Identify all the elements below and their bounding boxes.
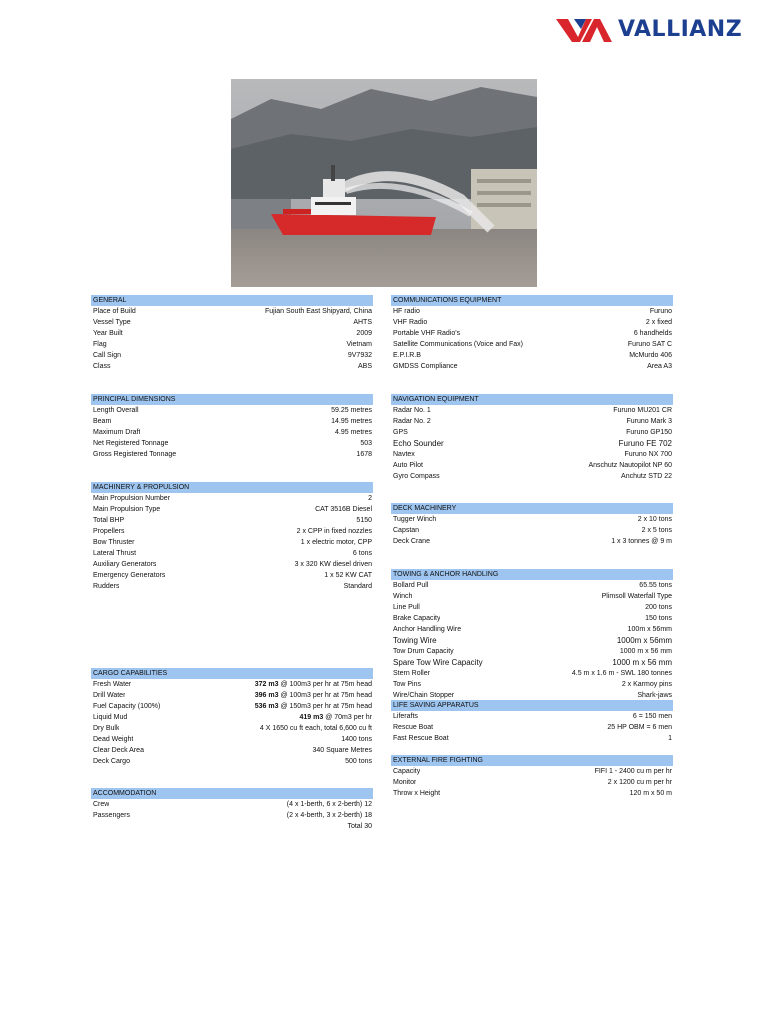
- spec-value: CAT 3516B Diesel: [315, 506, 372, 513]
- spec-label: Lateral Thrust: [93, 550, 137, 557]
- spec-label: Passengers: [93, 812, 130, 819]
- spec-label: Deck Crane: [393, 538, 430, 545]
- spec-row: [391, 525, 673, 536]
- spec-value: 14.95 metres: [331, 418, 372, 425]
- section-header: ACCOMMODATION: [91, 788, 373, 799]
- spec-label: Auxiliary Generators: [93, 561, 157, 568]
- spec-label: Beam: [93, 418, 112, 425]
- spec-row: [91, 756, 373, 767]
- spec-value: Furuno GP150: [626, 429, 672, 436]
- spec-row: [91, 537, 373, 548]
- spec-value: (2 x 4-berth, 3 x 2-berth) 18: [286, 812, 372, 819]
- spec-row: [391, 657, 673, 668]
- spec-row: [391, 788, 673, 799]
- section-header: MACHINERY & PROPULSION: [91, 482, 373, 493]
- spec-row: [91, 405, 373, 416]
- spec-value: 6 tons: [352, 550, 372, 557]
- life-saving-section: [391, 700, 673, 744]
- spec-value: Standard: [343, 583, 372, 590]
- spec-value: AHTS: [353, 319, 372, 326]
- spec-value: 1678: [356, 451, 372, 458]
- spec-value: Plimsoll Waterfall Type: [601, 593, 672, 600]
- spec-row: [391, 361, 673, 372]
- spec-value: ABS: [357, 363, 372, 370]
- spec-value: 2 x fixed: [645, 319, 672, 326]
- spec-label: Towing Wire: [393, 636, 437, 645]
- spec-label: VHF Radio: [393, 319, 428, 326]
- spec-row: [391, 471, 673, 482]
- spec-value: Furuno SAT C: [627, 341, 672, 348]
- spec-row: [391, 711, 673, 722]
- spec-label: Brake Capacity: [393, 615, 441, 622]
- spec-value: [255, 690, 373, 701]
- spec-label: Place of Build: [93, 308, 136, 315]
- spec-label: Tugger Winch: [393, 516, 437, 523]
- section-header: CARGO CAPABILITIES: [91, 668, 373, 679]
- spec-value: 25 HP OBM = 6 men: [607, 724, 672, 731]
- spec-value: McMurdo 406: [629, 352, 672, 359]
- spec-value-rest: @ 150m3 per hr at 75m head: [278, 703, 372, 710]
- spec-label: Anchor Handling Wire: [393, 626, 462, 633]
- spec-value: 1000m x 56mm: [616, 636, 672, 645]
- spec-row: [391, 766, 673, 777]
- spec-value: Anschutz Nautopilot NP 60: [588, 462, 672, 469]
- spec-label: Tow Pins: [393, 681, 422, 688]
- spec-row: [91, 810, 373, 821]
- section-header: EXTERNAL FIRE FIGHTING: [391, 755, 673, 766]
- spec-value: 9V7932: [347, 352, 372, 359]
- spec-value: 6 handhelds: [633, 330, 672, 337]
- spec-label: Year Built: [93, 330, 123, 337]
- spec-value: 4.5 m x 1.6 m - SWL 180 tonnes: [571, 670, 672, 677]
- spec-value: 120 m x 50 m: [629, 790, 672, 797]
- section-header: NAVIGATION EQUIPMENT: [391, 394, 673, 405]
- spec-value: 2 x 1200 cu m per hr: [607, 779, 672, 786]
- spec-label: Length Overall: [93, 407, 139, 414]
- spec-row: [91, 317, 373, 328]
- section-header: COMMUNICATIONS EQUIPMENT: [391, 295, 673, 306]
- spec-label: Bow Thruster: [93, 539, 135, 546]
- spec-label: HF radio: [393, 308, 420, 315]
- spec-value: Furuno MU201 CR: [613, 407, 672, 414]
- spec-label: GPS: [393, 429, 408, 436]
- spec-row: [391, 733, 673, 744]
- spec-label: Line Pull: [393, 604, 420, 611]
- section-header: GENERAL: [91, 295, 373, 306]
- spec-label: Liquid Mud: [93, 714, 128, 721]
- spec-row: [391, 427, 673, 438]
- spec-value: 1 x electric motor, CPP: [300, 539, 372, 546]
- section-header: LIFE SAVING APPARATUS: [391, 700, 673, 711]
- section-header: PRINCIPAL DIMENSIONS: [91, 394, 373, 405]
- spec-row: [391, 602, 673, 613]
- spec-value: 2 x CPP in fixed nozzles: [296, 528, 372, 535]
- deck-machinery-section: [391, 503, 673, 547]
- spec-label: Gyro Compass: [393, 473, 440, 480]
- spec-row: [391, 514, 673, 525]
- spec-value-rest: @ 70m3 per hr: [323, 714, 372, 721]
- spec-row: [391, 591, 673, 602]
- spec-value: 2 x Karmoy pins: [621, 681, 672, 688]
- spec-row: [391, 777, 673, 788]
- spec-label: Throw x Height: [393, 790, 441, 797]
- spec-row: [91, 438, 373, 449]
- spec-row: [391, 635, 673, 646]
- spec-label: Fuel Capacity (100%): [93, 703, 161, 710]
- spec-label: Fresh Water: [93, 681, 132, 688]
- spec-value: 200 tons: [645, 604, 672, 611]
- spec-value: Furuno Mark 3: [626, 418, 672, 425]
- spec-value: 65.55 tons: [639, 582, 672, 589]
- spec-value: Vietnam: [346, 341, 372, 348]
- spec-row: [391, 350, 673, 361]
- spec-value: 503: [360, 440, 372, 447]
- spec-value-bold: 372 m3: [254, 681, 279, 688]
- spec-label: Total BHP: [93, 517, 125, 524]
- fire-fighting-section: [391, 755, 673, 799]
- spec-label: Navtex: [393, 451, 415, 458]
- spec-row: [91, 712, 373, 723]
- spec-label: Rudders: [93, 583, 120, 590]
- spec-row: [391, 405, 673, 416]
- spec-value: 4.95 metres: [335, 429, 372, 436]
- spec-value: 2009: [356, 330, 372, 337]
- spec-row: [391, 580, 673, 591]
- spec-label: Spare Tow Wire Capacity: [393, 658, 483, 667]
- spec-value: Anchutz STD 22: [621, 473, 672, 480]
- spec-value: Fujian South East Shipyard, China: [264, 308, 372, 315]
- spec-label: GMDSS Compliance: [393, 363, 458, 370]
- spec-value-bold: 396 m3: [254, 692, 279, 699]
- vallianz-logo: [556, 14, 752, 44]
- spec-row: [91, 306, 373, 317]
- machinery-propulsion-section: [91, 482, 373, 592]
- spec-row: [391, 613, 673, 624]
- spec-row: [391, 339, 673, 350]
- spec-label: Class: [93, 363, 111, 370]
- spec-row: [391, 416, 673, 427]
- spec-row: [91, 515, 373, 526]
- spec-label: Emergency Generators: [93, 572, 166, 579]
- spec-row: [91, 427, 373, 438]
- spec-value-bold: 536 m3: [254, 703, 279, 710]
- spec-row: [91, 679, 373, 690]
- spec-label: Stern Roller: [393, 670, 430, 677]
- spec-row: [91, 449, 373, 460]
- spec-label: Radar No. 1: [393, 407, 431, 414]
- spec-value: 1 x 3 tonnes @ 9 m: [611, 538, 672, 545]
- navigation-section: [391, 394, 673, 482]
- spec-row: [91, 723, 373, 734]
- spec-label: Crew: [93, 801, 110, 808]
- spec-row: [391, 438, 673, 449]
- spec-value: Area A3: [647, 363, 672, 370]
- spec-row: [91, 745, 373, 756]
- spec-value: 340 Square Metres: [312, 747, 372, 754]
- principal-dimensions-section: [91, 394, 373, 460]
- spec-row: [91, 350, 373, 361]
- brand-name: VALLIANZ: [618, 16, 743, 42]
- spec-value: Shark-jaws: [637, 692, 672, 699]
- spec-row: [91, 526, 373, 537]
- spec-value: 1 x 52 KW CAT: [324, 572, 372, 579]
- spec-value: Furuno: [649, 308, 672, 315]
- spec-value: 6 = 150 men: [632, 713, 672, 720]
- spec-label: Winch: [393, 593, 413, 600]
- spec-value: [300, 712, 374, 723]
- vallianz-logo-mark: [556, 15, 616, 43]
- spec-row: [91, 799, 373, 810]
- spec-row: [91, 416, 373, 427]
- spec-row: [91, 559, 373, 570]
- spec-label: Portable VHF Radio's: [393, 330, 461, 337]
- spec-value: 59.25 metres: [331, 407, 372, 414]
- spec-value: 1000 m x 56 mm: [612, 658, 672, 667]
- spec-row: [91, 734, 373, 745]
- spec-row: [391, 624, 673, 635]
- spec-value-rest: @ 100m3 per hr at 75m head: [278, 681, 372, 688]
- spec-label: Capstan: [393, 527, 420, 534]
- spec-label: Maximum Draft: [93, 429, 141, 436]
- spec-value: 3 x 320 KW diesel driven: [294, 561, 372, 568]
- spec-label: Clear Deck Area: [93, 747, 144, 754]
- cargo-capabilities-section: [91, 668, 373, 767]
- spec-value: 500 tons: [345, 758, 372, 765]
- spec-label: Satellite Communications (Voice and Fax): [393, 341, 523, 348]
- spec-value-rest: @ 100m3 per hr at 75m head: [278, 692, 372, 699]
- spec-label: Radar No. 2: [393, 418, 431, 425]
- spec-row: [91, 504, 373, 515]
- vessel-photo: [231, 79, 537, 287]
- spec-value: 150 tons: [645, 615, 672, 622]
- spec-label: Dead Weight: [93, 736, 134, 743]
- spec-label: Dry Bulk: [93, 725, 120, 732]
- spec-value: [255, 679, 373, 690]
- spec-value: 2 x 5 tons: [641, 527, 672, 534]
- spec-label: Liferafts: [393, 713, 418, 720]
- spec-row: [91, 690, 373, 701]
- spec-row: [91, 493, 373, 504]
- spec-row: [391, 328, 673, 339]
- spec-label: Deck Cargo: [93, 758, 130, 765]
- spec-row: [391, 722, 673, 733]
- spec-row: [91, 570, 373, 581]
- spec-label: Flag: [93, 341, 107, 348]
- spec-row: [391, 646, 673, 657]
- spec-label: Wire/Chain Stopper: [393, 692, 455, 699]
- spec-value: [255, 701, 373, 712]
- spec-value: Total 30: [347, 823, 372, 830]
- spec-value: 100m x 56mm: [627, 626, 672, 633]
- accommodation-section: [91, 788, 373, 832]
- spec-label: Rescue Boat: [393, 724, 434, 731]
- spec-label: Echo Sounder: [393, 439, 444, 448]
- section-header: TOWING & ANCHOR HANDLING: [391, 569, 673, 580]
- spec-label: Bollard Pull: [393, 582, 429, 589]
- spec-label: Propellers: [93, 528, 125, 535]
- towing-anchor-section: [391, 569, 673, 701]
- spec-row: [91, 701, 373, 712]
- spec-row: [391, 668, 673, 679]
- spec-label: Fast Rescue Boat: [393, 735, 449, 742]
- spec-label: Drill Water: [93, 692, 126, 699]
- spec-row: [391, 679, 673, 690]
- spec-row: [391, 460, 673, 471]
- spec-value: FIFI 1 - 2400 cu m per hr: [594, 768, 672, 775]
- spec-value: 1: [668, 735, 672, 742]
- spec-label: Auto Pilot: [393, 462, 423, 469]
- spec-row: [91, 361, 373, 372]
- spec-label: Gross Registered Tonnage: [93, 451, 177, 458]
- general-section: [91, 295, 373, 372]
- communications-section: [391, 295, 673, 372]
- spec-label: Net Registered Tonnage: [93, 440, 169, 447]
- spec-value: 5150: [356, 517, 372, 524]
- spec-label: Vessel Type: [93, 319, 131, 326]
- spec-row: [91, 339, 373, 350]
- spec-label: Main Propulsion Type: [93, 506, 161, 513]
- spec-value: 4 X 1650 cu ft each, total 6,600 cu ft: [259, 725, 372, 732]
- spec-label: Monitor: [393, 779, 417, 786]
- spec-row: [91, 548, 373, 559]
- spec-row: [91, 821, 373, 832]
- spec-value: 1000 m x 56 mm: [619, 648, 672, 655]
- spec-row: [91, 328, 373, 339]
- spec-row: [391, 317, 673, 328]
- spec-label: Capacity: [393, 768, 421, 775]
- spec-label: E.P.I.R.B: [393, 352, 421, 359]
- spec-value: Furuno NX 700: [624, 451, 672, 458]
- section-header: DECK MACHINERY: [391, 503, 673, 514]
- spec-row: [91, 581, 373, 592]
- spec-value-bold: 419 m3: [299, 714, 324, 721]
- spec-label: Tow Drum Capacity: [393, 648, 454, 655]
- spec-row: [391, 536, 673, 547]
- spec-value: 2: [368, 495, 372, 502]
- spec-row: [391, 306, 673, 317]
- spec-label: Call Sign: [93, 352, 122, 359]
- spec-value: 2 x 10 tons: [637, 516, 672, 523]
- spec-row: [391, 449, 673, 460]
- spec-value: 1400 tons: [341, 736, 372, 743]
- spec-value: Furuno FE 702: [618, 439, 672, 448]
- spec-label: Main Propulsion Number: [93, 495, 171, 502]
- spec-value: (4 x 1-berth, 6 x 2-berth) 12: [286, 801, 372, 808]
